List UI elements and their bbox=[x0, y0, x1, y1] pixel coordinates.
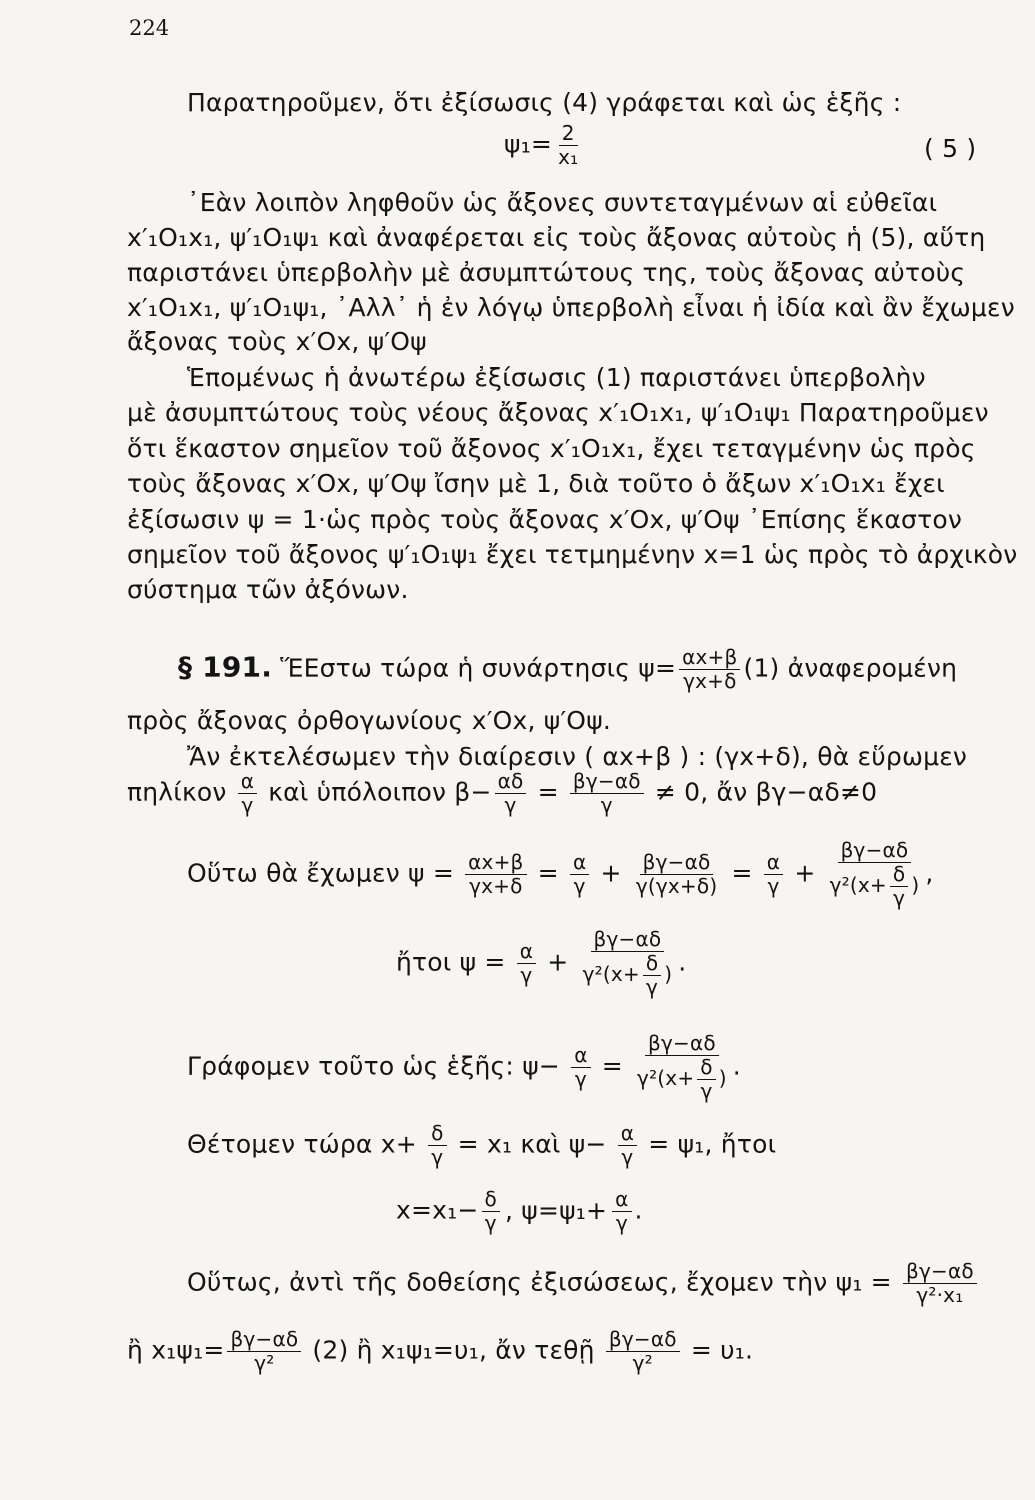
outos-frac-den: γ²·x₁ bbox=[916, 1283, 964, 1307]
outo-frac4-num: α bbox=[764, 851, 783, 875]
remainder-fraction bbox=[495, 770, 527, 817]
section-line2: πρὸς ἄξονας ὀρθογωνίους x′Ox, ψ′Oψ. bbox=[127, 706, 612, 735]
outos-equation bbox=[187, 1260, 980, 1307]
outo-inner-den: γ bbox=[893, 886, 906, 910]
outos-lead: Οὕτως, ἀντὶ τῆς δοθείσης ἐξισώσεως, ἔχομεν τὴν ψ₁ = bbox=[187, 1267, 892, 1297]
grafomen-equation: Γράφομεν τοῦτο ὡς ἑξῆς: ψ− $\frac{\alpha}{\gamma}$ = βγ−αδ γ²(x+ $\frac{\delta}{\gamma}$ ) . bbox=[187, 1031, 741, 1103]
quotient-fraction bbox=[238, 770, 257, 817]
grafomen-frac1-num: α bbox=[571, 1044, 590, 1068]
grafomen-frac2-den-b: ) bbox=[718, 1066, 727, 1090]
final-equation bbox=[127, 1328, 753, 1375]
equals-sign: = bbox=[537, 777, 559, 807]
subst-frac1 bbox=[482, 1188, 500, 1235]
outo-frac5 bbox=[827, 839, 923, 910]
para1-line1: ᾿Εὰν λοιπὸν ληφθοῦν ὡς ἄξονες συντεταγμένων αἱ εὐθεῖαι bbox=[187, 188, 938, 217]
subst-frac2-den: γ bbox=[615, 1211, 628, 1235]
outo-frac1-num: αx+β bbox=[465, 851, 526, 875]
etoi-inner-num: δ bbox=[643, 952, 661, 976]
etoi-frac1 bbox=[517, 940, 536, 987]
grafomen-frac2 bbox=[634, 1032, 730, 1103]
grafomen-frac2-num: βγ−αδ bbox=[645, 1032, 719, 1056]
function-denominator: γx+δ bbox=[683, 669, 737, 693]
function-fraction bbox=[679, 646, 740, 693]
equation-5-label: ( 5 ) bbox=[924, 134, 977, 163]
remainder2-numerator: βγ−αδ bbox=[570, 770, 644, 794]
outo-frac4-den: γ bbox=[767, 874, 780, 898]
thetomen-equation bbox=[187, 1122, 776, 1169]
quotient-denominator: γ bbox=[241, 793, 254, 817]
outo-frac1-den: γx+δ bbox=[469, 874, 523, 898]
remainder2-denominator: γ bbox=[600, 793, 613, 817]
outo-frac3 bbox=[633, 851, 721, 898]
final-frac1-den: γ² bbox=[254, 1351, 275, 1375]
final-frac1-num: βγ−αδ bbox=[227, 1328, 301, 1352]
outo-tail: , bbox=[925, 858, 934, 888]
grafomen-frac2-den bbox=[634, 1056, 730, 1103]
division-line1: Ἄν ἐκτελέσωμεν τὴν διαίρεσιν ( αx+β ) : (γx+δ), θὰ εὕρωμεν bbox=[187, 742, 968, 771]
subst-a: x=x₁− bbox=[396, 1195, 479, 1225]
eq5-numerator: 2 bbox=[559, 122, 578, 146]
subst-frac2-num: α bbox=[612, 1188, 631, 1212]
etoi-tail: . bbox=[678, 947, 687, 977]
grafomen-frac1 bbox=[571, 1044, 590, 1091]
outo-frac2-den: γ bbox=[573, 874, 586, 898]
final-a: ἢ x₁ψ₁= bbox=[127, 1335, 225, 1365]
outo-inner-num: δ bbox=[890, 863, 908, 887]
etoi-inner-den: γ bbox=[646, 975, 659, 999]
outo-frac1 bbox=[465, 851, 526, 898]
outo-frac2 bbox=[570, 851, 589, 898]
final-tail: = υ₁. bbox=[690, 1335, 754, 1365]
outo-frac5-den bbox=[827, 863, 923, 910]
outo-inner-frac bbox=[890, 863, 908, 910]
etoi-equation: ἤτοι ψ = $\frac{\alpha}{\gamma}$ + βγ−αδ γ²(x+ $\frac{\delta}{\gamma}$ ) . bbox=[396, 927, 687, 999]
section-number: § 191. bbox=[178, 650, 273, 684]
page-number: 224 bbox=[129, 16, 170, 40]
eq5-lhs: ψ₁= bbox=[504, 129, 553, 159]
outo-frac3-num: βγ−αδ bbox=[640, 851, 714, 875]
etoi-frac2 bbox=[580, 928, 676, 999]
intro-line: Παρατηροῦμεν, ὅτι ἐξίσωσις (4) γράφεται καὶ ὡς ἑξῆς : bbox=[187, 88, 902, 117]
outo-frac3-den: γ(γx+δ) bbox=[635, 874, 718, 898]
remainder-label: καὶ ὑπόλοιπον β− bbox=[268, 777, 492, 807]
remainder2-fraction bbox=[570, 770, 644, 817]
outos-frac-num: βγ−αδ bbox=[903, 1260, 977, 1284]
division-line2 bbox=[127, 770, 877, 817]
final-frac2-num: βγ−αδ bbox=[606, 1328, 680, 1352]
para1-line3: παριστάνει ὑπερβολὴν μὲ ἀσυμπτώτους της, τοὺς ἄξονας αὐτοὺς bbox=[127, 258, 966, 287]
para2-line1: Ἑπομένως ἡ ἀνωτέρω ἐξίσωσις (1) παριστάνει ὑπερβολὴν bbox=[187, 363, 926, 392]
subst-b: , ψ=ψ₁+ bbox=[504, 1195, 608, 1225]
outo-frac4 bbox=[764, 851, 783, 898]
eq5-fraction bbox=[555, 122, 581, 169]
para2-line5: ἐξίσωσιν ψ = 1·ὡς πρὸς τοὺς ἄξονας x′Ox, ψ′Oψ ᾿Επίσης ἕκαστον bbox=[127, 505, 963, 534]
thetomen-lead: Θέτομεν τώρα x+ bbox=[187, 1129, 417, 1159]
grafomen-lead: Γράφομεν τοῦτο ὡς ἑξῆς: ψ− bbox=[187, 1051, 561, 1081]
outo-frac5-den-b: ) bbox=[911, 873, 920, 897]
thetomen-frac2-num: α bbox=[618, 1122, 637, 1146]
thetomen-frac1-num: δ bbox=[428, 1122, 446, 1146]
substitution-equation bbox=[396, 1188, 643, 1235]
subst-frac1-den: γ bbox=[484, 1211, 497, 1235]
outos-frac bbox=[903, 1260, 977, 1307]
quotient-label: πηλίκον bbox=[127, 777, 227, 807]
outo-frac5-den-a: γ²(x+ bbox=[829, 873, 887, 897]
function-numerator: αx+β bbox=[679, 646, 740, 670]
subst-frac2 bbox=[612, 1188, 631, 1235]
grafomen-inner-den: γ bbox=[700, 1079, 713, 1103]
para2-line2: μὲ ἀσυμπτώτους τοὺς νέους ἄξονας x′₁O₁x₁, ψ′₁O₁ψ₁ Παρατηροῦμεν bbox=[127, 398, 989, 427]
section-text-b: (1) ἀναφερομένη bbox=[743, 653, 958, 683]
para1-line4: x′₁O₁x₁, ψ′₁O₁ψ₁, ᾿Αλλ᾿ ἡ ἐν λόγῳ ὑπερβολὴ εἶναι ἡ ἰδία καὶ ἂν ἔχωμεν bbox=[127, 293, 1015, 322]
outo-lead: Οὕτω θὰ ἔχωμεν ψ = bbox=[187, 858, 455, 888]
thetomen-mid: = x₁ καὶ ψ− bbox=[457, 1129, 607, 1159]
grafomen-frac2-den-a: γ²(x+ bbox=[637, 1066, 695, 1090]
outo-frac5-num: βγ−αδ bbox=[838, 839, 912, 863]
para1-line5: ἄξονας τοὺς x′Ox, ψ′Oψ bbox=[127, 327, 427, 356]
etoi-frac1-num: α bbox=[517, 940, 536, 964]
para2-line6: σημεῖον τοῦ ἄξονος ψ′₁O₁ψ₁ ἔχει τετμημένην x=1 ὡς πρὸς τὸ ἀρχικὸν bbox=[127, 540, 1018, 569]
etoi-frac1-den: γ bbox=[520, 963, 533, 987]
equation-5 bbox=[504, 122, 584, 169]
thetomen-frac1 bbox=[428, 1122, 446, 1169]
quotient-numerator: α bbox=[238, 770, 257, 794]
outo-frac2-num: α bbox=[570, 851, 589, 875]
para2-line4: τοὺς ἄξονας x′Ox, ψ′Oψ ἴσην μὲ 1, διὰ τοῦτο ὁ ἄξων x′₁O₁x₁ ἔχει bbox=[127, 469, 945, 498]
remainder-denominator: γ bbox=[504, 793, 517, 817]
condition-text: ≠ 0, ἄν βγ−αδ≠0 bbox=[654, 777, 878, 807]
para1-line2: x′₁O₁x₁, ψ′₁O₁ψ₁ καὶ ἀναφέρεται εἰς τοὺς ἄξονας αὐτοὺς ἡ (5), αὕτη bbox=[127, 223, 986, 252]
remainder-numerator: αδ bbox=[495, 770, 527, 794]
etoi-frac2-den-b: ) bbox=[664, 962, 673, 986]
thetomen-frac1-den: γ bbox=[431, 1145, 444, 1169]
final-frac2 bbox=[606, 1328, 680, 1375]
eq5-denominator: x₁ bbox=[558, 145, 579, 169]
etoi-frac2-den-a: γ²(x+ bbox=[582, 962, 640, 986]
subst-frac1-num: δ bbox=[482, 1188, 500, 1212]
section-191-heading bbox=[178, 646, 957, 693]
etoi-frac2-num: βγ−αδ bbox=[591, 928, 665, 952]
para2-line7: σύστημα τῶν ἀξόνων. bbox=[127, 575, 409, 604]
subst-tail: . bbox=[634, 1195, 643, 1225]
grafomen-inner-num: δ bbox=[697, 1056, 715, 1080]
final-frac2-den: γ² bbox=[632, 1351, 653, 1375]
thetomen-frac2 bbox=[618, 1122, 637, 1169]
outo-equation: Οὕτω θὰ ἔχωμεν ψ = $\frac{\alpha x+\beta}{\gamma x+\delta}$ = $\frac{\alpha}{\gamma}$ + $\frac{\beta\gamma-\alpha\delta}{\gamma(\gamma x+\delta)}$ = $\frac{\alpha}{\gamma}$ + βγ−αδ γ²(x+ $\frac{\delta}{\gamma}$ ) , bbox=[187, 838, 934, 910]
thetomen-frac2-den: γ bbox=[621, 1145, 634, 1169]
section-text-a: ἝΕστω τώρα ἡ συνάρτησις ψ= bbox=[280, 653, 677, 683]
etoi-frac2-den bbox=[580, 952, 676, 999]
final-frac1 bbox=[227, 1328, 301, 1375]
grafomen-inner-frac bbox=[697, 1056, 715, 1103]
para2-line3: ὅτι ἕκαστον σημεῖον τοῦ ἄξονος x′₁O₁x₁, ἔχει τεταγμένην ὡς πρὸς bbox=[127, 434, 976, 463]
grafomen-tail: . bbox=[732, 1051, 741, 1081]
etoi-lead: ἤτοι ψ = bbox=[396, 947, 506, 977]
thetomen-tail: = ψ₁, ἤτοι bbox=[648, 1129, 777, 1159]
grafomen-frac1-den: γ bbox=[574, 1067, 587, 1091]
etoi-inner-frac bbox=[643, 952, 661, 999]
final-b: (2) ἢ x₁ψ₁=υ₁, ἄν τεθῇ bbox=[312, 1335, 595, 1365]
